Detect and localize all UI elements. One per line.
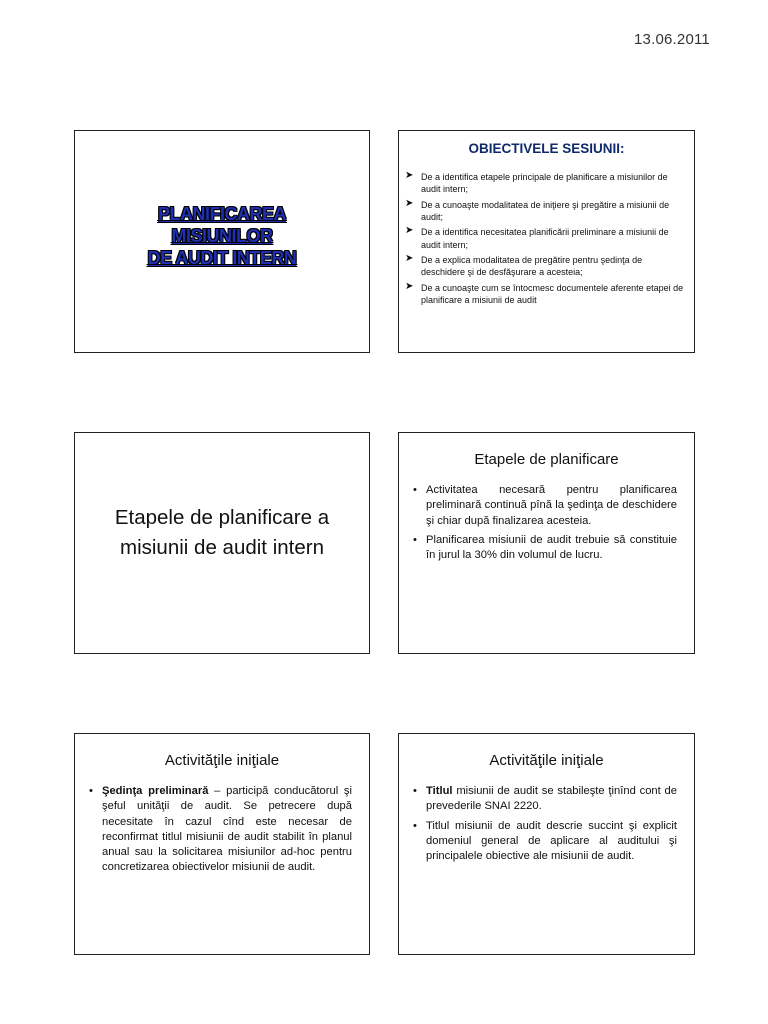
objective-text: De a cunoaşte modalitatea de iniţiere şi pregătire a misiunii de audit;	[421, 199, 670, 222]
objective-item	[405, 171, 684, 195]
objective-item	[405, 282, 684, 306]
bullet-item	[413, 784, 677, 815]
objective-text: De a identifica etapele principale de planificare a misiunilor de audit intern;	[421, 172, 668, 195]
bullet-bold-term: Şedinţa preliminară	[102, 785, 209, 797]
objective-item	[405, 254, 684, 278]
slide-4-heading: Etapele de planificare	[474, 451, 619, 468]
objective-text: De a identifica necesitatea planificării preliminare a misiunii de audit intern;	[421, 227, 669, 250]
bullet-text: Planificarea misiunii de audit trebuie să constituie în jurul la 30% din volumul de lucru.	[426, 533, 677, 562]
slide-2-title: OBIECTIVELE SESIUNII:	[468, 141, 625, 156]
slide-5-bullets	[89, 784, 352, 880]
title-line: Etapele de planificare a	[114, 506, 330, 529]
slide-4	[398, 432, 695, 654]
dot-bullet-icon: •	[413, 785, 417, 797]
objectives-list	[405, 171, 684, 310]
objective-text: De a cunoaşte cum se întocmesc documentele aferente etapei de planificare a misiunii de audit	[421, 282, 684, 306]
bullet-bold-term: Titlul	[426, 785, 453, 797]
slide-4-bullets	[413, 483, 677, 567]
slide-1	[74, 130, 370, 353]
title-line: MISIUNILOR	[171, 226, 273, 246]
dot-bullet-icon: •	[413, 484, 417, 496]
objective-item	[405, 199, 684, 223]
bullet-text: Activitatea necesară pentru planificarea preliminară continuă pînă la şedinţa de deschidere şi chiar după finalizarea acesteia.	[426, 484, 677, 527]
bullet-item	[413, 483, 677, 529]
objective-item	[405, 226, 684, 250]
arrow-bullet-icon: ➤	[405, 170, 414, 181]
slide-6-heading: Activităţile iniţiale	[489, 752, 604, 769]
page-date: 13.06.2011	[634, 31, 710, 48]
slide-3-title	[85, 503, 359, 563]
objective-text: De a explica modalitatea de pregătire pentru şedinţa de deschidere şi de desfăşurare a acesteia;	[421, 255, 643, 278]
arrow-bullet-icon: ➤	[405, 253, 414, 265]
dot-bullet-icon: •	[89, 785, 93, 797]
slide-1-title	[75, 203, 369, 269]
arrow-bullet-icon: ➤	[405, 225, 414, 237]
arrow-bullet-icon: ➤	[405, 197, 414, 209]
title-line: PLANIFICAREA	[158, 204, 286, 224]
slide-6-bullets	[413, 784, 677, 868]
title-line: misiunii de audit intern	[120, 536, 324, 559]
slide-5	[74, 733, 370, 955]
bullet-text: misiunii de audit se stabileşte ţinînd cont de prevederile SNAI 2220.	[426, 785, 677, 813]
dot-bullet-icon: •	[413, 819, 417, 832]
bullet-text: Titlul misiunii de audit descrie succint şi explicit domeniul general de aplicare al auditului şi principalele obiective ale misiunii de audit.	[426, 819, 677, 863]
dot-bullet-icon: •	[413, 533, 417, 546]
bullet-item	[413, 819, 677, 865]
bullet-item	[413, 533, 677, 564]
slide-5-heading: Activităţile iniţiale	[164, 752, 280, 769]
title-line: DE AUDIT INTERN	[147, 248, 297, 268]
bullet-text: – participă conducătorul şi şeful unităţii de audit. Se petrecere după necesitate în cazul cînd este necesar de reconfirmat titlul misiunii de audit stabilit în planul anual sau la solicitarea misiunilor ad-hoc pentru concretizarea obiectivelor misiunii de audit.	[102, 785, 352, 874]
bullet-item	[89, 784, 352, 876]
slide-3	[74, 432, 370, 654]
arrow-bullet-icon: ➤	[405, 280, 414, 292]
slide-2	[398, 130, 695, 353]
slide-6	[398, 733, 695, 955]
